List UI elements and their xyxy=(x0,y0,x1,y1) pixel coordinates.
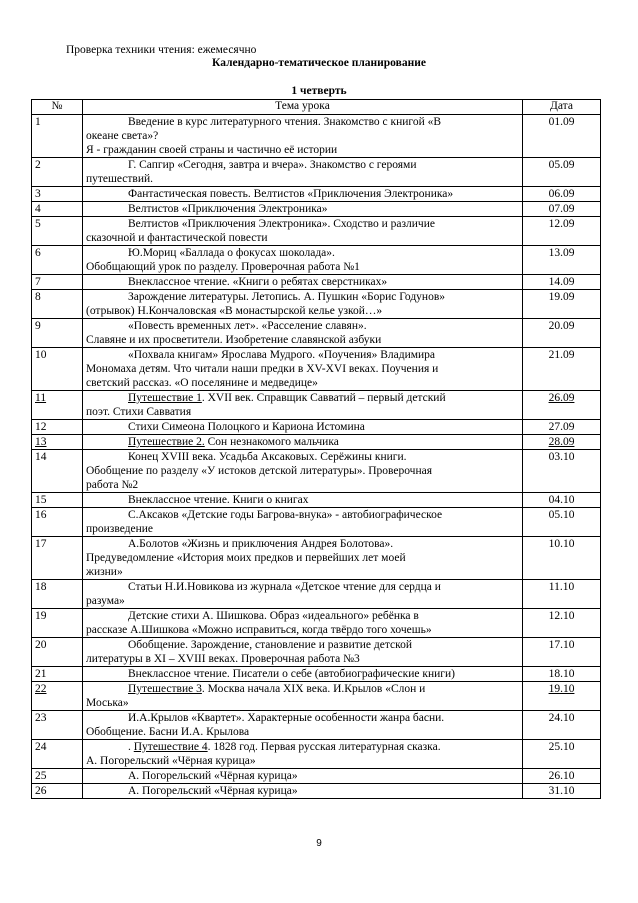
lesson-number-text: 4 xyxy=(35,203,41,215)
topic-line xyxy=(86,609,519,623)
lesson-date-text: 26.09 xyxy=(548,392,575,404)
topic-text: работа №2 xyxy=(86,479,139,491)
topic-line xyxy=(86,450,519,464)
topic-text: Введение в курс литературного чтения. Знакомство с книгой «В xyxy=(128,116,442,128)
table-row xyxy=(32,450,601,493)
lesson-number-text: 3 xyxy=(35,188,41,200)
table-header-row xyxy=(32,100,601,115)
lesson-topic xyxy=(83,493,523,508)
topic-text: Велтистов «Приключения Электроника». Сходство и различие xyxy=(128,218,435,230)
lesson-date-text: 05.10 xyxy=(548,509,575,521)
lesson-number-text: 5 xyxy=(35,218,41,230)
topic-text: Ю.Мориц «Баллада о фокусах шоколада». xyxy=(128,247,335,259)
lesson-number-text: 24 xyxy=(35,741,47,753)
lesson-topic xyxy=(83,202,523,217)
topic-text: . xyxy=(128,741,134,753)
topic-text: светский рассказ. «О поселянине и медведице» xyxy=(86,377,318,389)
lesson-date xyxy=(523,319,601,348)
table-row xyxy=(32,740,601,769)
topic-text: рассказе А.Шишкова «Можно исправиться, когда твёрдо того хочешь» xyxy=(86,624,432,636)
lesson-number xyxy=(32,537,83,580)
lesson-date xyxy=(523,435,601,450)
journey-label: Путешествие 4 xyxy=(133,741,208,753)
table-row xyxy=(32,115,601,158)
topic-text: . XVII век. Справщик Савватий – первый детский xyxy=(201,392,446,404)
lesson-date xyxy=(523,217,601,246)
lesson-number xyxy=(32,158,83,187)
lesson-number-text: 9 xyxy=(35,320,41,332)
topic-line xyxy=(86,246,519,260)
topic-text: . 1828 год. Первая русская литературная сказка. xyxy=(207,741,441,753)
topic-line xyxy=(86,638,519,652)
lesson-topic xyxy=(83,158,523,187)
table-row xyxy=(32,435,601,450)
topic-line xyxy=(86,740,519,754)
topic-text: А. Погорельский «Чёрная курица» xyxy=(86,755,256,767)
table-row xyxy=(32,202,601,217)
table-row xyxy=(32,420,601,435)
journey-label: Путешествие 1 xyxy=(128,392,202,404)
topic-text: поэт. Стихи Савватия xyxy=(86,406,192,418)
topic-line xyxy=(86,537,519,551)
column-header-number: № xyxy=(32,100,83,115)
lesson-topic xyxy=(83,508,523,537)
lesson-date xyxy=(523,158,601,187)
lesson-date-text: 10.10 xyxy=(548,538,575,550)
lesson-number-text: 26 xyxy=(35,785,47,797)
lesson-topic xyxy=(83,740,523,769)
topic-line xyxy=(86,172,519,186)
lesson-topic xyxy=(83,769,523,784)
lesson-topic xyxy=(83,435,523,450)
topic-line xyxy=(86,508,519,522)
lesson-number xyxy=(32,391,83,420)
topic-line xyxy=(86,435,519,449)
lesson-number-text: 16 xyxy=(35,509,47,521)
lesson-number-text: 17 xyxy=(35,538,47,550)
lesson-date-text: 20.09 xyxy=(548,320,575,332)
lesson-topic xyxy=(83,609,523,638)
lesson-topic xyxy=(83,450,523,493)
topic-line xyxy=(86,711,519,725)
topic-line xyxy=(86,333,519,347)
table-row xyxy=(32,158,601,187)
topic-line xyxy=(86,202,519,216)
lesson-number xyxy=(32,217,83,246)
page-number: 9 xyxy=(316,838,322,849)
document-title: Календарно-тематическое планирование xyxy=(212,57,426,69)
lesson-number xyxy=(32,580,83,609)
topic-line xyxy=(86,565,519,579)
lesson-number xyxy=(32,202,83,217)
lesson-number-text: 6 xyxy=(35,247,41,259)
table-row xyxy=(32,667,601,682)
topic-line xyxy=(86,551,519,565)
lesson-number xyxy=(32,115,83,158)
topic-line xyxy=(86,376,519,390)
lesson-plan-table xyxy=(31,99,601,799)
journey-label: Путешествие 2. xyxy=(128,436,205,448)
lesson-date-text: 21.09 xyxy=(548,349,575,361)
topic-text: «Повесть временных лет». «Расселение славян». xyxy=(128,320,367,332)
lesson-number-text: 22 xyxy=(35,683,47,695)
lesson-number xyxy=(32,609,83,638)
table-row xyxy=(32,275,601,290)
topic-text: «Похвала книгам» Ярослава Мудрого. «Поучения» Владимира xyxy=(128,349,436,361)
lesson-date-text: 01.09 xyxy=(548,116,575,128)
topic-text: Мономаха детям. Что читали наши предки в XV-XVI веках. Поучения и xyxy=(86,363,439,375)
lesson-date xyxy=(523,246,601,275)
lesson-number xyxy=(32,348,83,391)
lesson-date xyxy=(523,784,601,799)
lesson-number-text: 15 xyxy=(35,494,47,506)
topic-line xyxy=(86,478,519,492)
table-row xyxy=(32,246,601,275)
lesson-number xyxy=(32,667,83,682)
lesson-number-text: 1 xyxy=(35,116,41,128)
topic-line xyxy=(86,784,519,798)
lesson-topic xyxy=(83,391,523,420)
lesson-topic xyxy=(83,537,523,580)
lesson-date-text: 25.10 xyxy=(548,741,575,753)
topic-line xyxy=(86,405,519,419)
lesson-date-text: 31.10 xyxy=(548,785,575,797)
topic-line xyxy=(86,187,519,201)
table-row xyxy=(32,682,601,711)
lesson-number xyxy=(32,711,83,740)
lesson-date xyxy=(523,115,601,158)
lesson-number xyxy=(32,769,83,784)
topic-text: разума» xyxy=(86,595,125,607)
lesson-number-text: 2 xyxy=(35,159,41,171)
lesson-number xyxy=(32,493,83,508)
topic-line xyxy=(86,275,519,289)
topic-line xyxy=(86,580,519,594)
table-row xyxy=(32,508,601,537)
topic-text: Внеклассное чтение. «Книги о ребятах сверстниках» xyxy=(128,276,388,288)
lesson-date-text: 26.10 xyxy=(548,770,575,782)
lesson-number xyxy=(32,435,83,450)
topic-line xyxy=(86,319,519,333)
lesson-topic xyxy=(83,319,523,348)
lesson-date-text: 19.10 xyxy=(548,683,575,695)
lesson-date-text: 05.09 xyxy=(548,159,575,171)
lesson-topic xyxy=(83,348,523,391)
topic-text: А.Болотов «Жизнь и приключения Андрея Болотова». xyxy=(128,538,394,550)
topic-text: Предуведомление «История моих предков и первейших лет моей xyxy=(86,552,406,564)
lesson-date xyxy=(523,348,601,391)
topic-line xyxy=(86,594,519,608)
topic-line xyxy=(86,260,519,274)
topic-line xyxy=(86,231,519,245)
lesson-date-text: 17.10 xyxy=(548,639,575,651)
topic-line xyxy=(86,217,519,231)
lesson-number-text: 25 xyxy=(35,770,47,782)
table-row xyxy=(32,609,601,638)
lesson-number-text: 7 xyxy=(35,276,41,288)
lesson-date-text: 27.09 xyxy=(548,421,575,433)
topic-text: Статьи Н.И.Новикова из журнала «Детское чтение для сердца и xyxy=(128,581,441,593)
topic-text: путешествий. xyxy=(86,173,154,185)
topic-text: литературы в XI – XVIII веках. Проверочная работа №3 xyxy=(86,653,360,665)
lesson-number xyxy=(32,420,83,435)
lesson-number xyxy=(32,246,83,275)
topic-text: . Москва начала XIX века. И.Крылов «Слон и xyxy=(201,683,426,695)
topic-line xyxy=(86,143,519,157)
topic-text: (отрывок) Н.Кончаловская «В монастырской келье узкой…» xyxy=(86,305,383,317)
table-row xyxy=(32,769,601,784)
topic-line xyxy=(86,290,519,304)
table-row xyxy=(32,784,601,799)
table-row xyxy=(32,580,601,609)
topic-line xyxy=(86,420,519,434)
table-row xyxy=(32,217,601,246)
lesson-topic xyxy=(83,275,523,290)
quarter-heading: 1 четверть xyxy=(291,85,347,97)
topic-text: А. Погорельский «Чёрная курица» xyxy=(128,785,298,797)
topic-text: Велтистов «Приключения Электроника» xyxy=(128,203,328,215)
topic-line xyxy=(86,158,519,172)
lesson-date xyxy=(523,740,601,769)
lesson-topic xyxy=(83,638,523,667)
topic-text: произведение xyxy=(86,523,154,535)
topic-text: Обобщающий урок по разделу. Проверочная работа №1 xyxy=(86,261,360,273)
table-row xyxy=(32,493,601,508)
lesson-number xyxy=(32,187,83,202)
topic-line xyxy=(86,522,519,536)
topic-text: Конец XVIII века. Усадьба Аксаковых. Серёжины книги. xyxy=(128,451,407,463)
topic-line xyxy=(86,129,519,143)
lesson-number-text: 19 xyxy=(35,610,47,622)
lesson-date xyxy=(523,638,601,667)
lesson-topic xyxy=(83,580,523,609)
topic-line xyxy=(86,348,519,362)
topic-line xyxy=(86,391,519,405)
lesson-date xyxy=(523,290,601,319)
lesson-topic xyxy=(83,784,523,799)
topic-text: Обобщение. Зарождение, становление и развитие детской xyxy=(128,639,413,651)
lesson-number-text: 18 xyxy=(35,581,47,593)
lesson-date-text: 14.09 xyxy=(548,276,575,288)
lesson-number xyxy=(32,784,83,799)
lesson-topic xyxy=(83,187,523,202)
topic-line xyxy=(86,754,519,768)
lesson-topic xyxy=(83,290,523,319)
lesson-date xyxy=(523,450,601,493)
topic-line xyxy=(86,725,519,739)
topic-line xyxy=(86,667,519,681)
lesson-date xyxy=(523,667,601,682)
table-row xyxy=(32,187,601,202)
lesson-topic xyxy=(83,217,523,246)
topic-text: Обобщение. Басни И.А. Крылова xyxy=(86,726,250,738)
topic-line xyxy=(86,682,519,696)
lesson-date-text: 18.10 xyxy=(548,668,575,680)
topic-text: С.Аксаков «Детские годы Багрова-внука» - автобиографическое xyxy=(128,509,443,521)
lesson-number-text: 14 xyxy=(35,451,47,463)
lesson-number xyxy=(32,450,83,493)
lesson-date xyxy=(523,202,601,217)
topic-text: Внеклассное чтение. Писатели о себе (автобиографические книги) xyxy=(128,668,455,680)
lesson-date-text: 11.10 xyxy=(548,581,575,593)
lesson-topic xyxy=(83,115,523,158)
lesson-date xyxy=(523,508,601,537)
lesson-date xyxy=(523,537,601,580)
topic-line xyxy=(86,464,519,478)
topic-text: Стихи Симеона Полоцкого и Кариона Истомина xyxy=(128,421,365,433)
topic-text: Моська» xyxy=(86,697,129,709)
lesson-number xyxy=(32,508,83,537)
topic-text: Обобщение по разделу «У истоков детской литературы». Проверочная xyxy=(86,465,432,477)
topic-text: сказочной и фантастической повести xyxy=(86,232,268,244)
column-header-date: Дата xyxy=(523,100,601,115)
lesson-topic xyxy=(83,711,523,740)
lesson-date xyxy=(523,493,601,508)
table-row xyxy=(32,638,601,667)
lesson-date xyxy=(523,682,601,711)
lesson-date xyxy=(523,609,601,638)
topic-text: океане света»? xyxy=(86,130,159,142)
reading-check-note: Проверка техники чтения: ежемесячно xyxy=(66,44,257,56)
topic-text: жизни» xyxy=(86,566,123,578)
lesson-number-text: 8 xyxy=(35,291,41,303)
lesson-date xyxy=(523,769,601,784)
lesson-date xyxy=(523,580,601,609)
topic-text: Г. Сапгир «Сегодня, завтра и вчера». Знакомство с героями xyxy=(128,159,417,171)
topic-text: Я - гражданин своей страны и частично её истории xyxy=(86,144,338,156)
topic-text: Славяне и их просветители. Изобретение славянской азбуки xyxy=(86,334,382,346)
lesson-date xyxy=(523,391,601,420)
lesson-date-text: 12.10 xyxy=(548,610,575,622)
table-row xyxy=(32,537,601,580)
topic-text: Детские стихи А. Шишкова. Образ «идеального» ребёнка в xyxy=(128,610,419,622)
lesson-number-text: 10 xyxy=(35,349,47,361)
lesson-topic xyxy=(83,420,523,435)
table-row xyxy=(32,319,601,348)
topic-line xyxy=(86,652,519,666)
lesson-topic xyxy=(83,667,523,682)
topic-line xyxy=(86,623,519,637)
lesson-number-text: 20 xyxy=(35,639,47,651)
topic-text: Фантастическая повесть. Велтистов «Приключения Электроника» xyxy=(128,188,454,200)
lesson-date-text: 04.10 xyxy=(548,494,575,506)
topic-line xyxy=(86,304,519,318)
lesson-number xyxy=(32,290,83,319)
lesson-number-text: 21 xyxy=(35,668,47,680)
lesson-number-text: 12 xyxy=(35,421,47,433)
topic-text: Внеклассное чтение. Книги о книгах xyxy=(128,494,309,506)
lesson-topic xyxy=(83,246,523,275)
lesson-topic xyxy=(83,682,523,711)
lesson-number xyxy=(32,740,83,769)
table-body xyxy=(32,115,601,799)
column-header-topic: Тема урока xyxy=(83,100,523,115)
lesson-date xyxy=(523,420,601,435)
lesson-date-text: 28.09 xyxy=(548,436,575,448)
lesson-date-text: 13.09 xyxy=(548,247,575,259)
topic-line xyxy=(86,493,519,507)
lesson-number xyxy=(32,682,83,711)
table-row xyxy=(32,290,601,319)
lesson-number-text: 13 xyxy=(35,436,47,448)
lesson-number xyxy=(32,319,83,348)
lesson-date-text: 06.09 xyxy=(548,188,575,200)
topic-text: Сон незнакомого мальчика xyxy=(204,436,339,448)
topic-text: А. Погорельский «Чёрная курица» xyxy=(128,770,298,782)
table-row xyxy=(32,711,601,740)
lesson-date-text: 24.10 xyxy=(548,712,575,724)
lesson-date-text: 07.09 xyxy=(548,203,575,215)
topic-line xyxy=(86,769,519,783)
table-row xyxy=(32,348,601,391)
topic-line xyxy=(86,362,519,376)
lesson-date xyxy=(523,187,601,202)
lesson-number-text: 23 xyxy=(35,712,47,724)
lesson-date-text: 19.09 xyxy=(548,291,575,303)
topic-text: И.А.Крылов «Квартет». Характерные особенности жанра басни. xyxy=(128,712,445,724)
lesson-number xyxy=(32,275,83,290)
lesson-number-text: 11 xyxy=(35,392,47,404)
lesson-date-text: 12.09 xyxy=(548,218,575,230)
topic-line xyxy=(86,115,519,129)
lesson-date-text: 03.10 xyxy=(548,451,575,463)
lesson-date xyxy=(523,275,601,290)
journey-label: Путешествие 3 xyxy=(128,683,202,695)
lesson-date xyxy=(523,711,601,740)
topic-line xyxy=(86,696,519,710)
table-row xyxy=(32,391,601,420)
lesson-number xyxy=(32,638,83,667)
topic-text: Зарождение литературы. Летопись. А. Пушкин «Борис Годунов» xyxy=(128,291,446,303)
